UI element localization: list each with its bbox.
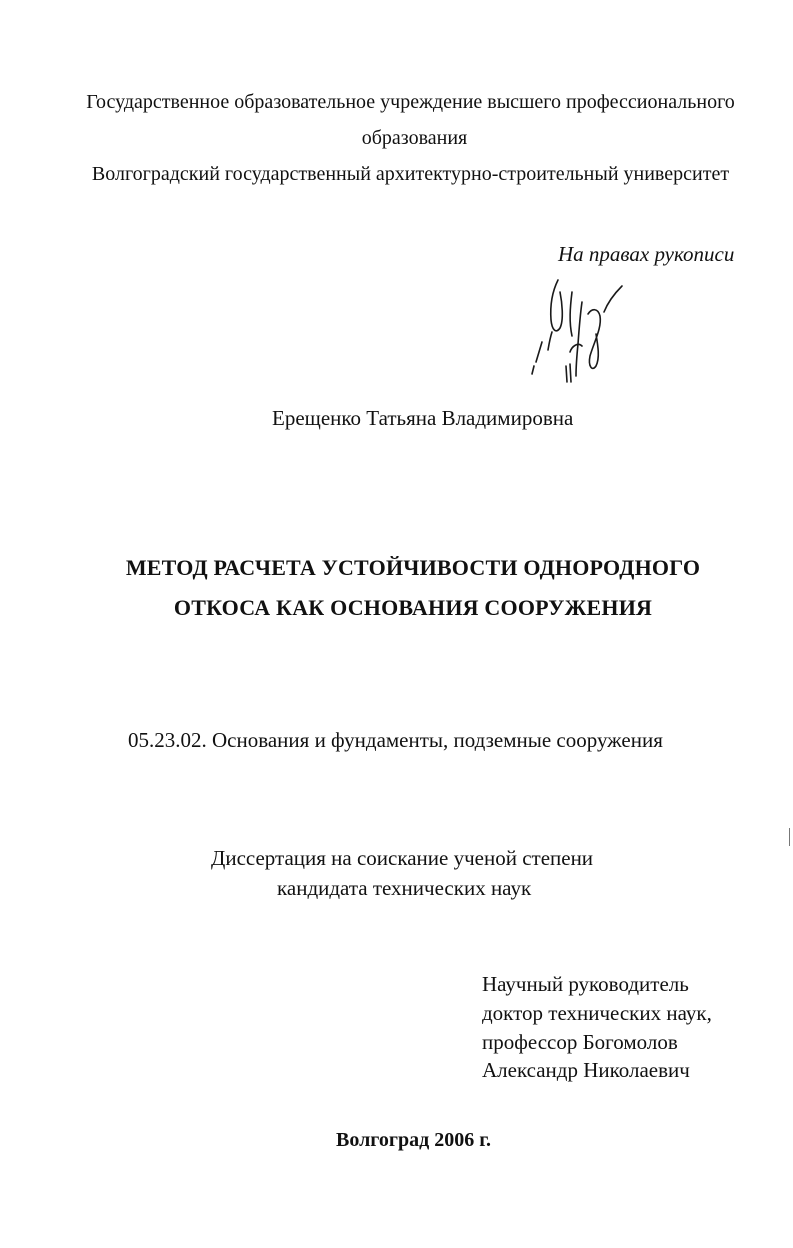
supervisor-line-3: профессор Богомолов (482, 1030, 678, 1054)
institution-line-2: образования (361, 127, 468, 149)
scan-edge-mark (789, 828, 790, 846)
specialty-code: 05.23.02. Основания и фундаменты, подземные сооружения (128, 728, 663, 752)
dissertation-title-line-2: ОТКОСА КАК ОСНОВАНИЯ СООРУЖЕНИЯ (173, 595, 653, 620)
handwritten-signature (522, 272, 632, 384)
institution-line-3: Волгоградский государственный архитектурно-строительный университет (91, 163, 730, 185)
degree-line-1: Диссертация на соискание ученой степени (211, 846, 594, 870)
manuscript-note: На правах рукописи (558, 242, 735, 266)
author-name: Ерещенко Татьяна Владимировна (272, 406, 574, 430)
supervisor-line-4: Александр Николаевич (482, 1058, 690, 1082)
dissertation-title-line-1: МЕТОД РАСЧЕТА УСТОЙЧИВОСТИ ОДНОРОДНОГО (125, 555, 701, 580)
institution-line-1: Государственное образовательное учреждение высшего профессионального (86, 91, 735, 113)
supervisor-line-1: Научный руководитель (482, 972, 689, 996)
city-year: Волгоград 2006 г. (336, 1129, 492, 1151)
supervisor-line-2: доктор технических наук, (482, 1001, 712, 1025)
degree-line-2: кандидата технических наук (277, 876, 532, 900)
